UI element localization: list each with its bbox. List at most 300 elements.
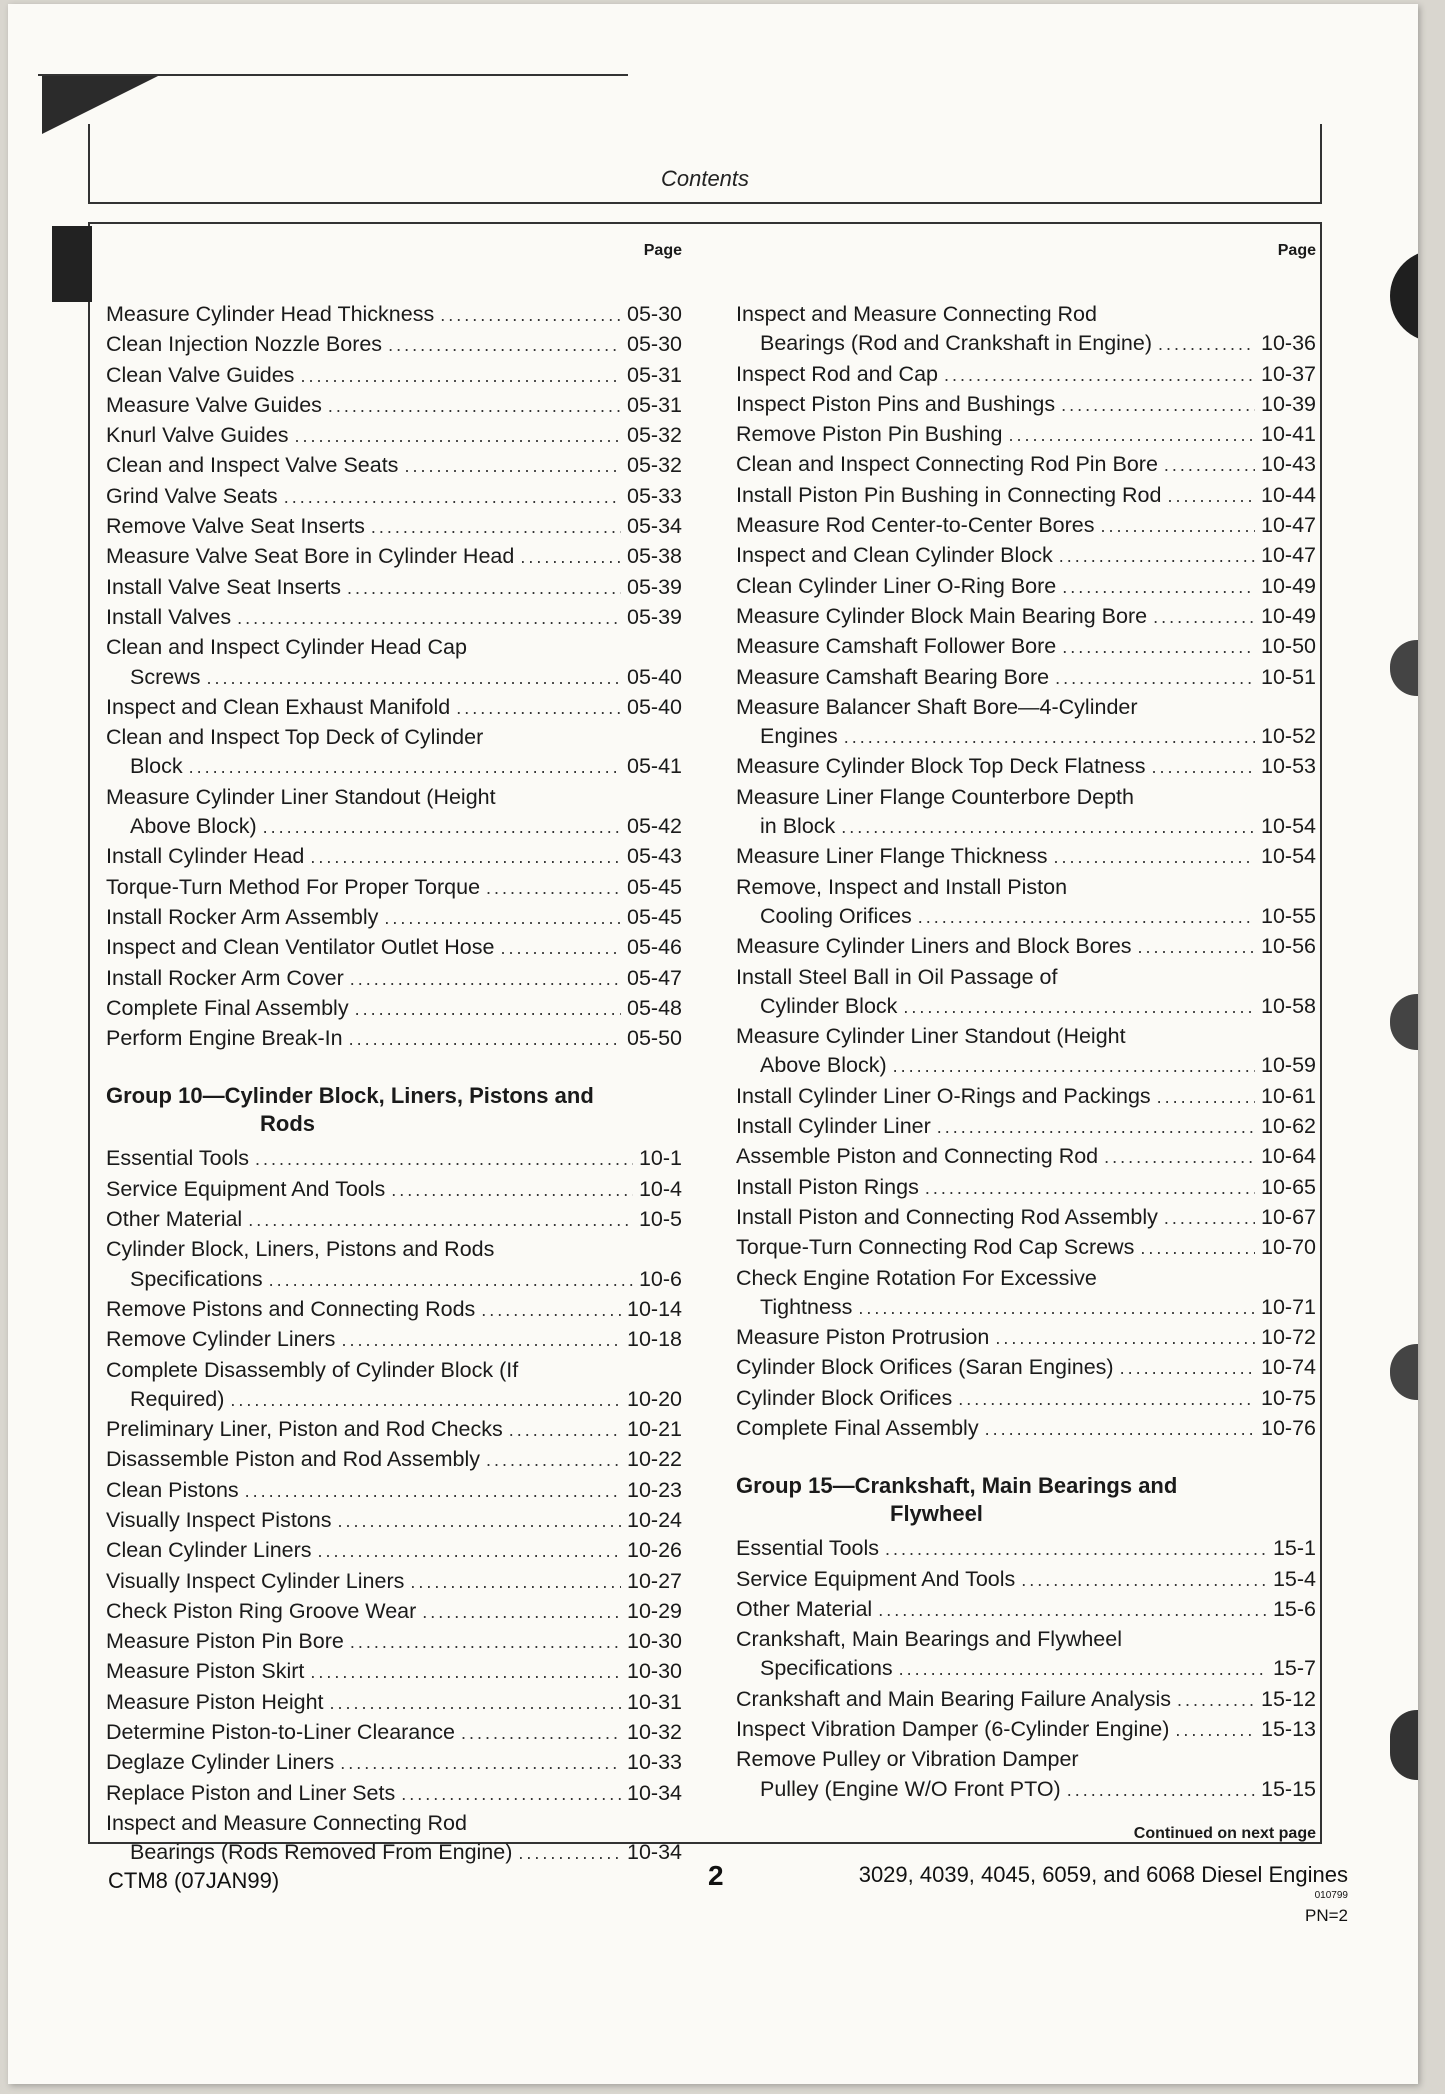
toc-entry-page: 10-67 [1261, 1204, 1316, 1229]
dot-leader [440, 301, 621, 330]
toc-entry [106, 1445, 682, 1475]
toc-entry-title: Above Block) [130, 814, 257, 839]
toc-entry [736, 1775, 1316, 1805]
dot-leader [388, 331, 621, 360]
dot-leader [885, 1535, 1267, 1564]
toc-entry [736, 1112, 1316, 1142]
toc-list [106, 300, 682, 1054]
toc-entry-page: 10-54 [1261, 844, 1316, 869]
toc-entry [106, 1657, 682, 1687]
toc-entry-title: Install Piston and Connecting Rod Assembly [736, 1204, 1158, 1229]
toc-entry-title: Tightness [760, 1294, 853, 1319]
toc-entry [106, 812, 682, 842]
dot-leader [985, 1415, 1255, 1444]
toc-entry [736, 1293, 1316, 1323]
toc-entry [106, 663, 682, 693]
page-number-code: PN=2 [1305, 1906, 1348, 1925]
dot-leader [349, 1025, 621, 1054]
toc-entry-title: Service Equipment And Tools [106, 1176, 386, 1201]
toc-entry [736, 390, 1316, 420]
toc-entry [106, 330, 682, 360]
toc-entry-page: 10-36 [1261, 331, 1316, 356]
dot-leader [456, 694, 621, 723]
dot-leader [255, 1145, 633, 1174]
dot-leader [858, 1294, 1255, 1323]
toc-entry-page: 10-6 [638, 1266, 682, 1291]
toc-entry-title: Install Cylinder Head [106, 844, 305, 869]
engine-models: 3029, 4039, 4045, 6059, and 6068 Diesel Engines [858, 1862, 1348, 1887]
toc-entry-page: 05-39 [627, 604, 682, 629]
dot-leader [1158, 330, 1255, 359]
toc-entry [736, 1685, 1316, 1715]
left-column [106, 234, 682, 1869]
dot-leader [355, 995, 621, 1024]
toc-entry [106, 421, 682, 451]
dot-leader [230, 1386, 621, 1415]
toc-entry-page: 10-47 [1261, 543, 1316, 568]
toc-entry [106, 512, 682, 542]
dot-leader [371, 513, 621, 542]
dot-leader [925, 1174, 1255, 1203]
toc-entry [736, 812, 1316, 842]
toc-entry [106, 1385, 682, 1415]
toc-entry [736, 842, 1316, 872]
toc-entry [106, 1718, 682, 1748]
toc-entry-page: 15-6 [1272, 1596, 1316, 1621]
dot-leader [461, 1719, 621, 1748]
dot-leader [1101, 512, 1256, 541]
dot-leader [481, 1296, 621, 1325]
toc-entry-page: 05-50 [627, 1026, 682, 1051]
toc-entry [106, 361, 682, 391]
toc-entry-title: Service Equipment And Tools [736, 1566, 1016, 1591]
toc-entry-title: Inspect and Clean Cylinder Block [736, 543, 1053, 568]
toc-entry-page: 10-65 [1261, 1174, 1316, 1199]
toc-entry-title: Cylinder Block [760, 993, 898, 1018]
dot-leader [1120, 1354, 1255, 1383]
toc-entry-page: 10-54 [1261, 814, 1316, 839]
toc-entry-line: Install Steel Ball in Oil Passage of [736, 964, 1058, 989]
toc-entry-title: Clean Valve Guides [106, 362, 295, 387]
toc-entry [106, 573, 682, 603]
toc-entry [736, 1534, 1316, 1564]
dot-leader [937, 1113, 1255, 1142]
toc-entry-title: Inspect Vibration Damper (6-Cylinder Engine) [736, 1717, 1170, 1742]
toc-entry-title: Inspect and Clean Exhaust Manifold [106, 694, 451, 719]
toc-entry-title: Install Piston Pin Bushing in Connecting Rod [736, 482, 1162, 507]
toc-entry [106, 603, 682, 633]
toc-entry-page: 05-30 [627, 332, 682, 357]
toc-entry [736, 902, 1316, 932]
toc-entry-title: Complete Final Assembly [106, 995, 349, 1020]
toc-entry-title: Knurl Valve Guides [106, 423, 289, 448]
toc-entry [736, 360, 1316, 390]
toc-entry [106, 1144, 682, 1174]
toc-entry [736, 1715, 1316, 1745]
dot-leader [1175, 1716, 1255, 1745]
toc-entry [736, 1233, 1316, 1263]
dot-leader [310, 843, 621, 872]
continued-note: Continued on next page [1133, 1824, 1316, 1842]
toc-entry-title: Visually Inspect Pistons [106, 1507, 332, 1532]
toc-entry [106, 933, 682, 963]
toc-entry-page: 10-24 [627, 1507, 682, 1532]
toc-entry [736, 932, 1316, 962]
dot-leader [422, 1598, 621, 1627]
toc-entry [736, 1323, 1316, 1353]
toc-entry-page: 05-48 [627, 995, 682, 1020]
toc-entry-page: 10-23 [627, 1477, 682, 1502]
toc-entry-title: Remove Piston Pin Bushing [736, 422, 1003, 447]
toc-entry-title: Preliminary Liner, Piston and Rod Checks [106, 1417, 503, 1442]
toc-entry-title: Block [130, 754, 183, 779]
toc-entry [736, 450, 1316, 480]
toc-entry-line: Complete Disassembly of Cylinder Block (If [106, 1357, 519, 1382]
toc-entry-title: Perform Engine Break-In [106, 1026, 343, 1051]
toc-entry-line: Check Engine Rotation For Excessive [736, 1265, 1097, 1290]
toc-entry-title: Inspect Rod and Cap [736, 361, 938, 386]
toc-entry-title: Torque-Turn Method For Proper Torque [106, 874, 481, 899]
toc-entry [106, 451, 682, 481]
toc-entry-page: 10-26 [627, 1538, 682, 1563]
dot-leader [318, 1537, 621, 1566]
toc-entry-page: 05-38 [627, 544, 682, 569]
dot-leader [330, 1689, 622, 1718]
toc-entry-title: Remove Valve Seat Inserts [106, 514, 365, 539]
toc-entry [106, 1838, 682, 1868]
toc-entry-page: 05-31 [627, 392, 682, 417]
toc-entry-page: 10-37 [1261, 361, 1316, 386]
toc-entry-title: Check Piston Ring Groove Wear [106, 1598, 417, 1623]
toc-entry-page: 05-42 [627, 814, 682, 839]
toc-entry-title: Above Block) [760, 1053, 887, 1078]
toc-entry [106, 1205, 682, 1235]
toc-entry-page: 10-74 [1261, 1355, 1316, 1380]
toc-entry-title: Install Rocker Arm Cover [106, 965, 344, 990]
toc-entry [106, 1506, 682, 1536]
toc-entry-page: 05-45 [627, 874, 682, 899]
toc-entry-page: 10-39 [1261, 391, 1316, 416]
group-heading [736, 1472, 1316, 1528]
toc-entry-page: 10-49 [1261, 573, 1316, 598]
dot-leader [1164, 451, 1255, 480]
dot-leader [1059, 542, 1255, 571]
dot-leader [844, 723, 1255, 752]
dot-leader [893, 1052, 1255, 1081]
toc-entry [736, 1654, 1316, 1684]
toc-entry [736, 1595, 1316, 1625]
toc-entry-page: 10-34 [627, 1780, 682, 1805]
toc-entry-line: Crankshaft, Main Bearings and Flywheel [736, 1627, 1122, 1652]
toc-entry-page: 10-72 [1261, 1325, 1316, 1350]
toc-entry [106, 1567, 682, 1597]
toc-entry-page: 10-22 [627, 1447, 682, 1472]
page-title: Contents [660, 166, 750, 191]
toc-entry-title: Screws [130, 664, 201, 689]
toc-list [736, 1534, 1316, 1805]
toc-entry-title: Cooling Orifices [760, 903, 912, 928]
toc-entry [736, 1051, 1316, 1081]
dot-leader [841, 813, 1255, 842]
toc-entry-title: Essential Tools [736, 1536, 880, 1561]
dot-leader [1021, 1566, 1267, 1595]
toc-entry-title: Install Valve Seat Inserts [106, 574, 342, 599]
toc-entry-title: Clean Pistons [106, 1477, 239, 1502]
page-column-label: Page [643, 242, 682, 259]
dot-leader [918, 903, 1255, 932]
toc-entry-page: 10-64 [1261, 1144, 1316, 1169]
dot-leader [1153, 603, 1255, 632]
toc-entry [736, 602, 1316, 632]
dot-leader [486, 1446, 621, 1475]
dot-leader [404, 452, 621, 481]
toc-entry-title: Torque-Turn Connecting Rod Cap Screws [736, 1235, 1135, 1260]
toc-entry-line: Measure Cylinder Liner Standout (Height [736, 1024, 1126, 1049]
toc-entry-title: Measure Piston Skirt [106, 1659, 305, 1684]
toc-entry-page: 10-59 [1261, 1053, 1316, 1078]
dot-leader [903, 993, 1255, 1022]
dot-leader [958, 1385, 1255, 1414]
toc-entry [106, 1536, 682, 1566]
toc-entry-title: Complete Final Assembly [736, 1415, 979, 1440]
dot-leader [410, 1568, 621, 1597]
toc-entry-title: Bearings (Rod and Crankshaft in Engine) [760, 331, 1152, 356]
toc-entry-title: Determine Piston-to-Liner Clearance [106, 1720, 455, 1745]
toc-entry-page: 10-52 [1261, 724, 1316, 749]
dot-leader [284, 483, 621, 512]
toc-entry-page: 05-34 [627, 514, 682, 539]
toc-entry-line: Cylinder Block, Liners, Pistons and Rods [106, 1237, 495, 1262]
right-column [736, 234, 1316, 1848]
toc-entry-page: 10-5 [638, 1207, 682, 1232]
dot-leader [269, 1266, 633, 1295]
toc-entry [106, 1295, 682, 1325]
toc-entry-title: Specifications [130, 1266, 263, 1291]
toc-entry [106, 542, 682, 572]
toc-entry-title: Clean Cylinder Liner O-Ring Bore [736, 573, 1057, 598]
toc-entry-page: 15-12 [1261, 1686, 1316, 1711]
dot-leader [237, 604, 621, 633]
toc-entry [106, 752, 682, 782]
toc-entry-page: 05-32 [627, 423, 682, 448]
toc-entry [736, 1565, 1316, 1595]
toc-entry-line: Remove Pulley or Vibration Damper [736, 1747, 1079, 1772]
toc-entry-title: Install Piston Rings [736, 1174, 919, 1199]
toc-entry-title: Measure Cylinder Head Thickness [106, 302, 435, 326]
toc-entry-title: Measure Camshaft Follower Bore [736, 634, 1057, 659]
toc-entry-title: Disassemble Piston and Rod Assembly [106, 1447, 481, 1472]
toc-entry-title: Measure Cylinder Block Top Deck Flatness [736, 754, 1146, 779]
thumb-tab [1390, 640, 1418, 696]
toc-entry [736, 663, 1316, 693]
toc-entry-page: 10-62 [1261, 1114, 1316, 1139]
toc-entry-page: 10-61 [1261, 1083, 1316, 1108]
dot-leader [401, 1780, 621, 1809]
toc-entry-title: Assemble Piston and Connecting Rod [736, 1144, 1099, 1169]
toc-entry-page: 10-43 [1261, 452, 1316, 477]
toc-entry [736, 481, 1316, 511]
dot-leader [1167, 482, 1255, 511]
toc-entry [106, 964, 682, 994]
toc-entry-page: 10-29 [627, 1598, 682, 1623]
toc-entry [736, 1384, 1316, 1414]
toc-entry-title: Measure Rod Center-to-Center Bores [736, 513, 1095, 538]
toc-entry-page: 10-49 [1261, 603, 1316, 628]
dot-leader [328, 392, 621, 421]
dot-leader [878, 1596, 1267, 1625]
dot-leader [350, 1628, 621, 1657]
toc-entry [106, 1325, 682, 1355]
toc-entry-page: 05-40 [627, 664, 682, 689]
toc-entry [106, 300, 682, 330]
toc-entry-title: Clean and Inspect Valve Seats [106, 453, 399, 478]
toc-entry [106, 1627, 682, 1657]
toc-entry-page: 10-34 [627, 1840, 682, 1865]
toc-entry [106, 1748, 682, 1778]
toc-entry [736, 752, 1316, 782]
toc-entry-title: Bearings (Rods Removed From Engine) [130, 1840, 513, 1865]
toc-entry-title: Clean Cylinder Liners [106, 1538, 312, 1563]
toc-entry-page: 05-32 [627, 453, 682, 478]
toc-entry-page: 05-40 [627, 694, 682, 719]
toc-entry [106, 873, 682, 903]
toc-list [736, 300, 1316, 1444]
toc-entry-title: Measure Piston Protrusion [736, 1325, 990, 1350]
dot-leader [341, 1326, 621, 1355]
toc-entry [106, 903, 682, 933]
dot-leader [520, 543, 621, 572]
toc-entry [736, 541, 1316, 571]
toc-entry-page: 10-58 [1261, 993, 1316, 1018]
toc-entry [106, 1779, 682, 1809]
toc-entry-page: 10-1 [638, 1146, 682, 1171]
dot-leader [384, 904, 621, 933]
toc-entry-title: Remove Cylinder Liners [106, 1327, 336, 1352]
toc-entry-page: 10-4 [638, 1176, 682, 1201]
toc-entry-title: Specifications [760, 1656, 893, 1681]
toc-entry-title: Engines [760, 724, 838, 749]
dot-leader [263, 813, 621, 842]
dot-leader [245, 1477, 621, 1506]
toc-entry-page: 05-45 [627, 904, 682, 929]
toc-entry-title: Other Material [106, 1207, 243, 1232]
dot-leader [206, 664, 621, 693]
toc-entry-line: Measure Cylinder Liner Standout (Height [106, 784, 496, 809]
toc-entry [736, 1142, 1316, 1172]
toc-entry-title: in Block [760, 814, 836, 839]
toc-entry [736, 420, 1316, 450]
group-heading-line: Flywheel [890, 1501, 983, 1527]
dot-leader [294, 422, 621, 451]
toc-entry [736, 632, 1316, 662]
toc-entry-title: Measure Valve Seat Bore in Cylinder Head [106, 544, 515, 569]
toc-entry [106, 994, 682, 1024]
dot-leader [500, 934, 621, 963]
toc-entry-title: Pulley (Engine W/O Front PTO) [760, 1776, 1061, 1801]
dot-leader [1164, 1204, 1255, 1233]
dot-leader [995, 1324, 1255, 1353]
dot-leader [189, 753, 621, 782]
group-heading-line: Group 15—Crankshaft, Main Bearings and [736, 1473, 1178, 1499]
toc-entry-title: Install Valves [106, 604, 232, 629]
toc-entry-page: 05-47 [627, 965, 682, 990]
dot-leader [944, 361, 1255, 390]
toc-entry-page: 10-27 [627, 1568, 682, 1593]
thumb-tab [1390, 1344, 1418, 1400]
group-heading [106, 1082, 682, 1138]
toc-entry [106, 1175, 682, 1205]
toc-entry-page: 15-1 [1272, 1536, 1316, 1561]
toc-entry-page: 10-30 [627, 1629, 682, 1654]
toc-entry-title: Deglaze Cylinder Liners [106, 1750, 335, 1775]
toc-entry-page: 10-55 [1261, 903, 1316, 928]
toc-entry [736, 511, 1316, 541]
dot-leader [337, 1507, 621, 1536]
toc-list [106, 1144, 682, 1868]
header-rule [38, 74, 628, 76]
dot-leader [1157, 1083, 1255, 1112]
toc-entry-title: Install Cylinder Liner O-Rings and Packings [736, 1083, 1151, 1108]
dot-leader [391, 1176, 633, 1205]
toc-entry-title: Other Material [736, 1596, 873, 1621]
toc-entry-title: Clean Injection Nozzle Bores [106, 332, 383, 357]
toc-entry-page: 10-33 [627, 1750, 682, 1775]
toc-entry-title: Visually Inspect Cylinder Liners [106, 1568, 405, 1593]
toc-entry-page: 10-20 [627, 1386, 682, 1411]
dot-leader [1061, 391, 1255, 420]
page-number: 2 [708, 1860, 724, 1891]
toc-entry [736, 1082, 1316, 1112]
toc-entry-title: Cylinder Block Orifices (Saran Engines) [736, 1355, 1114, 1380]
toc-entry-page: 10-47 [1261, 513, 1316, 538]
toc-entry-title: Measure Piston Height [106, 1689, 324, 1714]
toc-entry-title: Remove Pistons and Connecting Rods [106, 1296, 476, 1321]
thumb-tab [1390, 994, 1418, 1050]
group-heading-line: Rods [260, 1111, 315, 1137]
toc-entry-page: 05-39 [627, 574, 682, 599]
toc-entry-page: 10-31 [627, 1689, 682, 1714]
thumb-tab [1390, 250, 1418, 342]
left-tab-marker [52, 226, 92, 302]
toc-entry-page: 05-41 [627, 754, 682, 779]
toc-entry-line: Measure Liner Flange Counterbore Depth [736, 784, 1134, 809]
toc-entry-title: Essential Tools [106, 1146, 250, 1171]
dot-leader [347, 574, 621, 603]
toc-entry-page: 10-76 [1261, 1415, 1316, 1440]
toc-entry-page: 10-30 [627, 1659, 682, 1684]
toc-entry-title: Cylinder Block Orifices [736, 1385, 953, 1410]
toc-entry [736, 1353, 1316, 1383]
toc-entry [106, 1688, 682, 1718]
toc-entry-title: Measure Camshaft Bearing Bore [736, 664, 1050, 689]
dot-leader [1151, 753, 1255, 782]
toc-entry-line: Clean and Inspect Cylinder Head Cap [106, 635, 467, 660]
dot-leader [1104, 1143, 1255, 1172]
toc-entry-line: Clean and Inspect Top Deck of Cylinder [106, 725, 484, 750]
toc-entry-title: Install Rocker Arm Assembly [106, 904, 379, 929]
toc-entry [106, 1265, 682, 1295]
toc-entry [736, 1414, 1316, 1444]
dot-leader [1062, 573, 1255, 602]
toc-entry-page: 10-32 [627, 1720, 682, 1745]
dot-leader [300, 362, 621, 391]
toc-entry-title: Measure Valve Guides [106, 392, 322, 417]
toc-entry-title: Measure Liner Flange Thickness [736, 844, 1048, 869]
toc-entry-page: 15-13 [1261, 1717, 1316, 1742]
toc-entry-page: 10-41 [1261, 422, 1316, 447]
small-date-code: 010799 [1314, 1890, 1348, 1901]
toc-entry-page: 05-30 [627, 302, 682, 326]
